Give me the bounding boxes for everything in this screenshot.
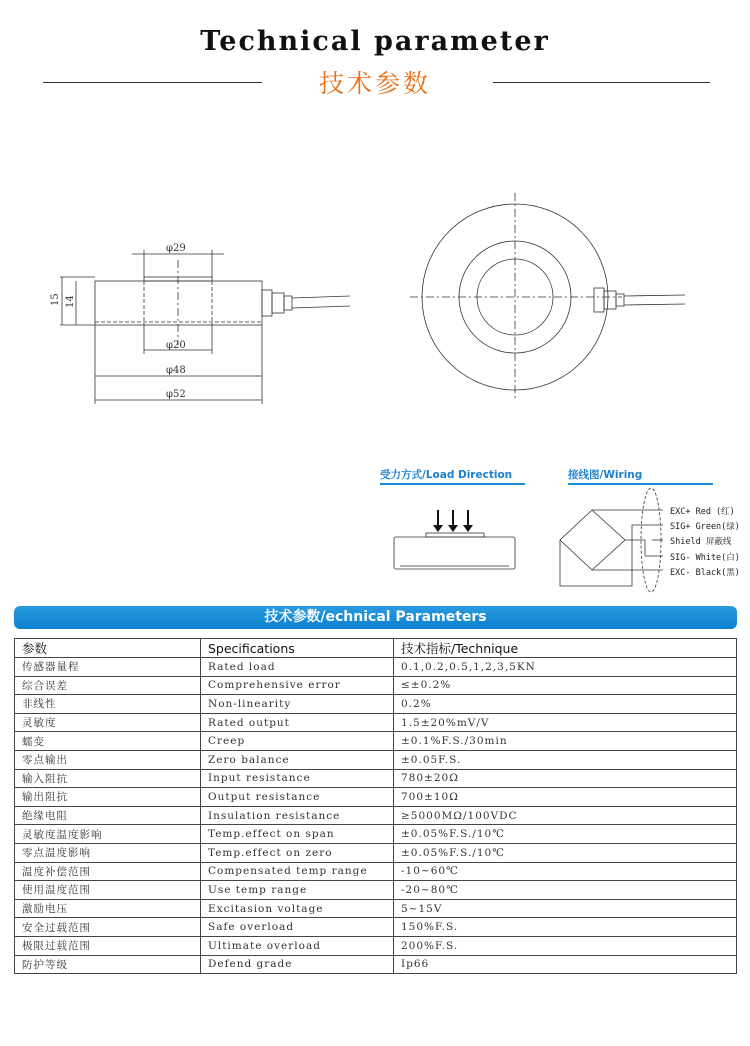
dim-phi29: φ29: [166, 243, 186, 254]
table-row: [15, 806, 737, 825]
table-cell: 激励电压: [15, 899, 201, 918]
table-cell: 安全过载范围: [15, 918, 201, 937]
table-cell: Insulation resistance: [201, 806, 394, 825]
table-cell: Excitasion voltage: [201, 899, 394, 918]
table-cell: 灵敏度: [15, 713, 201, 732]
table-cell: 5~15V: [394, 899, 737, 918]
table-row: [15, 936, 737, 955]
table-cell: Ultimate overload: [201, 936, 394, 955]
parameters-banner: 技术参数/echnical Parameters: [14, 606, 737, 629]
table-row: [15, 732, 737, 751]
side-view: [60, 250, 350, 404]
table-cell: Output resistance: [201, 788, 394, 807]
table-row: [15, 881, 737, 900]
table-cell: Zero balance: [201, 750, 394, 769]
header-cell: Specifications: [201, 639, 394, 658]
parameters-table: [14, 638, 737, 974]
table-cell: Safe overload: [201, 918, 394, 937]
table-cell: 150%F.S.: [394, 918, 737, 937]
table-cell: ±0.05%F.S./10℃: [394, 843, 737, 862]
table-cell: Temp.effect on zero: [201, 843, 394, 862]
table-cell: ±0.05F.S.: [394, 750, 737, 769]
page-subtitle: 技术参数: [318, 69, 431, 98]
table-cell: 非线性: [15, 695, 201, 714]
table-cell: Input resistance: [201, 769, 394, 788]
table-row: [15, 955, 737, 974]
table-cell: Use temp range: [201, 881, 394, 900]
wiring-diagram: [560, 488, 663, 592]
table-cell: Temp.effect on span: [201, 825, 394, 844]
table-cell: 1.5±20%mV/V: [394, 713, 737, 732]
table-row: [15, 899, 737, 918]
table-header: [15, 639, 737, 658]
table-cell: ±0.05%F.S./10℃: [394, 825, 737, 844]
dim-phi48: φ48: [166, 365, 186, 376]
table-cell: 传感器量程: [15, 658, 201, 677]
table-row: [15, 862, 737, 881]
wire-label-sig-minus: SIG- White(白): [670, 553, 740, 563]
table-cell: 绝缘电阻: [15, 806, 201, 825]
table-cell: 综合误差: [15, 676, 201, 695]
table-cell: Rated output: [201, 713, 394, 732]
table-cell: 200%F.S.: [394, 936, 737, 955]
divider: [380, 483, 525, 485]
table-cell: 零点输出: [15, 750, 201, 769]
table-cell: Comprehensive error: [201, 676, 394, 695]
table-cell: -10~60℃: [394, 862, 737, 881]
table-cell: 防护等级: [15, 955, 201, 974]
load-direction-title: 受力方式/Load Direction: [380, 469, 513, 481]
top-view: [410, 193, 685, 400]
table-row: [15, 695, 737, 714]
page-title: Technical parameter: [200, 26, 550, 57]
wire-label-sig-plus: SIG+ Green(绿): [670, 522, 740, 532]
dim-height14: 14: [65, 295, 76, 308]
table-row: [15, 825, 737, 844]
table-row: [15, 843, 737, 862]
table-cell: 使用温度范围: [15, 881, 201, 900]
table-cell: Creep: [201, 732, 394, 751]
table-cell: 0.2%: [394, 695, 737, 714]
table-cell: ±0.1%F.S./30min: [394, 732, 737, 751]
table-cell: 700±10Ω: [394, 788, 737, 807]
table-cell: 零点温度影响: [15, 843, 201, 862]
header-cell: 技术指标/Technique: [394, 639, 737, 658]
table-row: [15, 676, 737, 695]
table-cell: 780±20Ω: [394, 769, 737, 788]
table-cell: -20~80℃: [394, 881, 737, 900]
table-cell: ≥5000MΩ/100VDC: [394, 806, 737, 825]
table-cell: 极限过载范围: [15, 936, 201, 955]
table-cell: 蠕变: [15, 732, 201, 751]
dim-phi52: φ52: [166, 389, 186, 400]
wire-label-shield: Shield 屏蔽线: [670, 537, 732, 547]
dim-height15: 15: [50, 293, 61, 306]
wire-label-exc-minus: EXC- Black(黑): [670, 568, 740, 578]
table-row: [15, 750, 737, 769]
table-cell: 0.1,0.2,0.5,1,2,3,5KN: [394, 658, 737, 677]
table-cell: Compensated temp range: [201, 862, 394, 881]
table-cell: ≤±0.2%: [394, 676, 737, 695]
table-cell: 输入阻抗: [15, 769, 201, 788]
table-cell: Rated load: [201, 658, 394, 677]
table-cell: Ip66: [394, 955, 737, 974]
wiring-title: 接线图/Wiring: [568, 469, 643, 481]
dim-phi20: φ20: [166, 340, 186, 351]
load-direction-diagram: [394, 510, 515, 569]
table-cell: Defend grade: [201, 955, 394, 974]
table-cell: 灵敏度温度影响: [15, 825, 201, 844]
header-cell: 参数: [15, 639, 201, 658]
table-cell: 输出阻抗: [15, 788, 201, 807]
wire-label-exc-plus: EXC+ Red (红): [670, 507, 735, 517]
table-row: [15, 788, 737, 807]
table-row: [15, 713, 737, 732]
table-row: [15, 918, 737, 937]
table-cell: 温度补偿范围: [15, 862, 201, 881]
table-row: [15, 658, 737, 677]
table-row: [15, 769, 737, 788]
table-cell: Non-linearity: [201, 695, 394, 714]
divider: [568, 483, 713, 485]
